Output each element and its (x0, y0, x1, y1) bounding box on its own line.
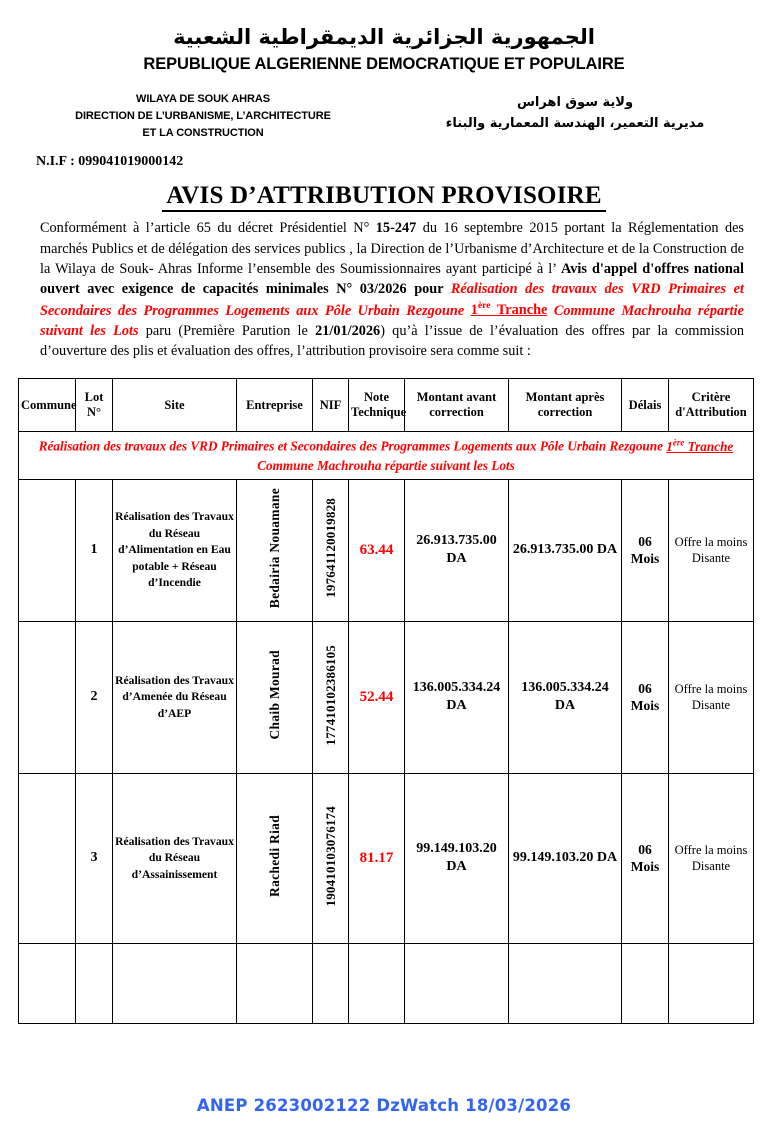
cell-lot: 2 (76, 621, 113, 773)
cell-site: Réalisation des Travaux du Réseau d’Alimentation en Eau potable + Réseau d’Incendie (113, 479, 237, 621)
cell-empty (113, 943, 237, 1023)
intro-s3: pour (406, 281, 451, 298)
cell-entreprise (237, 479, 313, 621)
cell-empty (76, 943, 113, 1023)
banner-part1: Réalisation des travaux des VRD Primaires et Secondaires des Programmes Logements aux Pôle Urbain Rezgoune (38, 438, 667, 454)
col-header-critere (669, 379, 754, 432)
directorate-block (18, 91, 750, 142)
col-header-lot (76, 379, 113, 432)
col-header-montant-apres (509, 379, 622, 432)
cell-montant-avant: 99.149.103.20 DA (405, 773, 509, 943)
col-header-nif: NIF (313, 379, 349, 432)
col-header-delais: Délais (622, 379, 669, 432)
cell-nif (313, 621, 349, 773)
table-row (19, 479, 754, 621)
cell-note-technique: 81.17 (349, 773, 405, 943)
wilaya-name-ar: ولاية سوق اهراس (516, 95, 634, 111)
page-title (18, 182, 750, 210)
cell-montant-apres: 136.005.334.24 DA (509, 621, 622, 773)
col-header-note-line2: Technique (351, 405, 407, 420)
intro-paragraph (18, 218, 750, 361)
banner-ordinal-suffix: ère (672, 437, 685, 448)
cell-empty (509, 943, 622, 1023)
republic-title-french: REPUBLIQUE ALGERIENNE DEMOCRATIQUE ET POPULAIRE (143, 55, 625, 74)
col-header-critere-line2: d'Attribution (675, 405, 747, 420)
project-ordinal (471, 302, 548, 318)
decree-number: 15-247 (375, 220, 417, 237)
cell-empty (237, 943, 313, 1023)
wilaya-name-fr: WILAYA DE SOUK AHRAS (136, 93, 270, 106)
col-header-montant-avant (405, 379, 509, 432)
cell-empty (669, 943, 754, 1023)
col-header-commune: Commune (19, 379, 76, 432)
intro-s1: Conformément à l’article 65 du décret Présidentiel N° (40, 220, 376, 237)
table-project-banner-row (19, 432, 754, 480)
col-header-montant-avant-line1: Montant avant (416, 390, 497, 405)
cell-empty (405, 943, 509, 1023)
cell-entreprise-text: Rachedi Riad (266, 814, 282, 897)
col-header-montant-avant-line2: correction (429, 405, 484, 420)
page-title-text: AVIS D’ATTRIBUTION PROVISOIRE (162, 182, 606, 212)
cell-site: Réalisation des Travaux du Réseau d’Assainissement (113, 773, 237, 943)
cell-montant-avant: 136.005.334.24 DA (405, 621, 509, 773)
project-title-part1: Réalisation des travaux des VRD Primaires et Secondaires des Programmes Logements aux Pôle Urbain Rezgoune (40, 281, 744, 319)
col-header-montant-apres-line1: Montant après (525, 390, 605, 405)
banner-ordinal-underlined (666, 439, 733, 454)
cell-commune (19, 621, 76, 773)
col-header-critere-line1: Critère (691, 390, 731, 405)
intro-s2: du 16 septembre 2015 portant la Réglementation des marchés Publics et de délégation des services publics , la Direction de l’Urbanisme d’Architecture et de la Construction de la Wilaya de Souk- Ahras Informe l’ensemble des Soumissionnaires ayant participé à l’ (40, 220, 744, 277)
project-title-part2: Commune Machrouha répartie suivant les Lots (40, 302, 744, 339)
cell-lot: 1 (76, 479, 113, 621)
cell-site: Réalisation des Travaux d’Amenée du Réseau d’AEP (113, 621, 237, 773)
publication-date: 21/01/2026 (315, 322, 381, 339)
directorate-line-2-fr: ET LA CONSTRUCTION (142, 127, 264, 140)
table-row-empty (19, 943, 754, 1023)
cell-note-technique: 52.44 (349, 621, 405, 773)
cell-nif-text: 197641120019828 (322, 498, 338, 598)
cell-note-technique: 63.44 (349, 479, 405, 621)
cell-montant-apres: 99.149.103.20 DA (509, 773, 622, 943)
cell-empty (313, 943, 349, 1023)
cell-entreprise (237, 773, 313, 943)
project-tranche: Tranche (490, 302, 548, 319)
col-header-entreprise: Entreprise (237, 379, 313, 432)
cell-critere: Offre la moins Disante (669, 479, 754, 621)
project-ordinal-number: 1 (470, 302, 478, 319)
cell-nif (313, 479, 349, 621)
intro-s4: paru (Première Parution le (138, 322, 316, 339)
cell-empty (19, 943, 76, 1023)
cell-entreprise-text: Bedairia Nouamane (266, 487, 282, 609)
nif-line: N.I.F : 099041019000142 (36, 154, 184, 170)
cell-nif-text: 177410102386105 (322, 644, 338, 746)
directorate-arabic (400, 91, 750, 135)
cell-empty (349, 943, 405, 1023)
cell-commune (19, 479, 76, 621)
cell-critere: Offre la moins Disante (669, 773, 754, 943)
cell-nif (313, 773, 349, 943)
cell-lot: 3 (76, 773, 113, 943)
cell-montant-apres: 26.913.735.00 DA (509, 479, 622, 621)
col-header-note-line1: Note (364, 390, 389, 405)
table-project-banner (19, 432, 754, 480)
cell-commune (19, 773, 76, 943)
project-ordinal-suffix: ère (477, 300, 491, 312)
cell-entreprise (237, 621, 313, 773)
cell-entreprise-text: Chaib Mourad (266, 650, 282, 740)
cell-empty (622, 943, 669, 1023)
cell-montant-avant: 26.913.735.00 DA (405, 479, 509, 621)
table-row (19, 621, 754, 773)
cell-delais: 06 Mois (622, 773, 669, 943)
republic-title-arabic: الجمهورية الجزائرية الديمقراطية الشعبية (173, 25, 595, 49)
banner-ordinal-number: 1 (666, 438, 673, 454)
directorate-line-ar: مديرية التعمير، الهندسة المعمارية والبناء (445, 116, 705, 132)
banner-part2: Commune Machrouha répartie suivant les Lots (257, 457, 515, 473)
banner-tranche-word: Tranche (687, 438, 734, 454)
directorate-line-1-fr: DIRECTION DE L’URBANISME, L’ARCHITECTURE (75, 110, 331, 123)
directorate-french (18, 91, 378, 142)
anep-footer: ANEP 2623002122 DzWatch 18/03/2026 (196, 1096, 572, 1115)
table-row (19, 773, 754, 943)
table-header-row (19, 379, 754, 432)
attribution-table (18, 378, 754, 1024)
cell-delais: 06 Mois (622, 621, 669, 773)
cell-critere: Offre la moins Disante (669, 621, 754, 773)
col-header-montant-apres-line2: correction (537, 405, 593, 420)
col-header-lot-line1: Lot (84, 390, 104, 405)
intro-s5: ) qu’à l’issue de l’évaluation des offres par la commission d’ouverture des plis et évaluation des offres, l’attribution provisoire sera comme suit : (40, 322, 744, 359)
col-header-site: Site (113, 379, 237, 432)
tender-kind: Avis d'appel d'offres national ouvert avec exigence de capacités minimales N° 03/2026 (40, 260, 744, 298)
cell-nif-text: 190410103076174 (322, 805, 338, 907)
col-header-lot-line2: N° (86, 405, 102, 420)
col-header-note-technique (349, 379, 405, 432)
cell-delais: 06 Mois (622, 479, 669, 621)
